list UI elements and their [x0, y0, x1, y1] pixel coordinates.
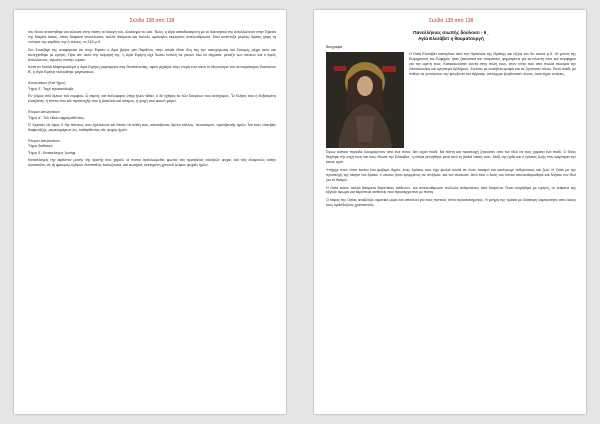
hymn-verse: Καταπλαγεὶς τὴν ἀφθονον μονὴν τῆς ἀρετῆς σου χαροῦ, οἱ πιστοὶ ἀγαλλιώμεθα, φωνὰς τὰς πρεσβείας εὐσεβῶν ψυχαί, καὶ τοῖς εἰλικρινῶς αὐτὴν προσιοῦσι, σὲ τῇ φρουρίῳ ἐχθρῶν δυσπαθῶς ἐκσώζουσα, καὶ σωτήρια, κεκτημένη χρυσοῦ λύτρον ψυχαῖς ἡμῶν.	[28, 158, 276, 168]
hymn-tone: Ἦχος α'. Τοῦ λίθου σφραγισθέντος.	[28, 115, 85, 120]
hymn-3	[28, 139, 276, 169]
hymn-verse: Ἦχος δ'. Καταπλαγεὶς Ἰωσὴφ.	[28, 151, 77, 156]
hymn-tone: Ἦχος Βαθύτητι	[28, 144, 53, 149]
hymn-heading: Απολυτίκιον (Κατ᾽ἦχον)	[28, 81, 66, 86]
right-page	[314, 10, 586, 414]
intro-paragraph-2: Στο Συναξάρι της αναφέρεται ότι στην Έφεσο η Αγία βρήκε μια Παρθένο, στην οποία έδινε όλη της την κατοχύρωση και δύναμη, μέχρι ότου και συνεχίσθηκε με ειρήνη. Πριν απ' αυτό την κοίμησή της, η Αγία Ειρήνη είχε δώσει εντολή να γίνουν όλα τα τάγματα, μεταξύ των οποίων και ο Ιερός Απολλώνιος, πρώτος πιστής ωραίο.	[28, 47, 276, 62]
bio-paragraph-3: Υπήρχε στον τόπο εκείνο ένα φοβερό θηρίο, ένας δράκος που είχε φωλιά κοντά σε έναν ποταμό και κατέτρωγε ανθρώπους και ζώα. Η Οσία με την προσευχή της νίκησε τον δράκο, ο οποίος ήταν κρυμμένος σε σπήλαιο, και τον σκότωσε. Από τότε ο λαός του τόπου απελευθερώθηκε και δόξασε τον Θεό για το θαύμα.	[326, 167, 576, 182]
saint-icon-illustration	[326, 52, 404, 148]
intro-paragraph-1: του Θεού αναστήθηκε και είλκυσε στην πίστη το διαυγή του, ολόκληρο το λαό. Τέλος, η Αγία καταδικασμένη με το διανοητικό της Απολλώνειον στην Έφεσο της Μικράς Ασίας, όπου διάφανα επενέλυσεις πολλά θαύματα και πολλές ομολογίες εκκλησίες απελευθέρωσε. Εκεί αναπτύξε μεγάλη δράση χάρη τη νεότητα της καρδιάς της ή τέλους, το 315 μ.Χ.	[28, 30, 276, 44]
intro-paragraph-3: Κατά τα δυτικά Μαρτυρολόγια η Αγία Ειρήνη μαρτύρησε στη Θεσσαλονίκη, αφού ρίχθηκε στην πυρά ενώ κατά το Μηνολόγιο του αυτοκράτορος Βασιλείου Β', η Αγία Ειρήνη τελειώθηκε μαρτυρικώς.	[28, 65, 276, 75]
hymn-tone: Ἦχος δ'. Ταχὺ προκατάλαβε.	[28, 87, 75, 92]
right-page-number: Σελίδα 138 από 138	[428, 18, 474, 24]
left-page	[14, 10, 286, 414]
left-page-number: Σελίδα 138 από 138	[129, 18, 175, 24]
hymn-2	[28, 110, 276, 133]
hymn-heading: Έτερον Απολυτίκιον	[28, 138, 60, 143]
bio-paragraph-2: Όμως κάποια περίοδο δοκιμάζονταν από ένα πόνο: δεν είχαν παιδί. Με πίστη και προσευχή ζητούσαν από τον Θεό να τους χαρίσει ένα παιδί. Ο Θεός δέχθηκε την ευχή τους και τους έδωσε την Ελισάβετ, η οποία γεννήθηκε μετά από τη βαθιά πίστη τους. Μαζί της ήρθε και ο τρόπος ζωής που αργότερα την έκανε αγία.	[326, 150, 576, 164]
hymn-heading: Έτερον Απολυτίκιον	[28, 109, 60, 114]
hymn-verse: Ἐν ζεῖμος σοῦ ἄμνου τοῦ νυμφίου, ὦ σεμνή, καὶ ἀνέλαμψας ὑπὲρ ἥλιον θεῖαν, ὁ δὲ ἐχθρὸς ἐκ τῶν δακρύων σου ἀνίσχυρος. Ὦ Κλῆσις σου ἡ δοξασμένη εὐσεβείας, ἡ πίστις σου καὶ προσευχῆς σου ἡ βασιλεία καὶ κόσμος, ἡ ψυχή σου αὐτοῦ χαίρει.	[28, 94, 276, 103]
title-line-1: Πανελλήνιος σιωπής δούλοισι - 6_	[413, 30, 489, 35]
bio-paragraph-4: Η Οσία έκανε πολλά θαύματα θεραπείας ασθενών, και απελευθέρωσε πολλούς ανθρώπους από δαιμόνια. Όταν κοιμήθηκε με ειρήνη, το λείψανό της έβγαζε άρωμα και θεράπευε ασθενείς που προσέρχονταν με πίστη.	[326, 185, 576, 195]
saint-title	[326, 30, 576, 41]
bio-paragraph-1: Η Οσία Ελισάβετ καταγόταν από την Ηράκλεια της Θράκης και έζησε τον 5ο αιώνα μ.Χ. Οι γονείς της Ευφημιανός και Ευφημία, ήταν ξακουστοί και ονομαστοί, φημισμένοι για τα πλούτη τους και περίφημοι για την αρετή τους. Κατακαλούσαν κοντά στην πόλη τους, στον τόπο που από πολλά σκουριά την Θεσσαλονίκη και αργότερα Αβδήρων. Ζούσαν με ευσέβεια κρυφά και σε ζητούσαν τέκνα. Πολύ παιδί, με πάθος να γεννήσουν την φιλοξενία του Αβραάμ, απλόχερα βοηθούσαν όλους, όσοι είχαν ανάγκη.	[409, 52, 576, 76]
saint-icon-image	[326, 52, 404, 148]
bio-paragraph-5: Ο τάφος της Οσίας αναβλύζει ιαματικό μύρο και αποτελεί για τους πιστούς τόπο προσκυνήματος. Η μνήμη της τιμάται με ιδιαίτερη λαμπρότητα από όλους τους ορθόδοξους χριστιανούς.	[326, 198, 576, 208]
hymn-1	[28, 81, 276, 104]
title-line-2: Αγία Ελισάβετ η θαυματουργή	[418, 35, 484, 41]
hymn-verse: Ὁ Χριστὸς εἰς ὑψος ὃ τῆς πίστεως σου ἐχάλκευσε καὶ ἔπεσε τὰ πάθη σου, κατασβέσας ὕμνου κάλλος, πλουτισμόν, πρεσβευτῆς ἡμῶν, ἵνα τοὺς εὐσεβεῖς διαφυλάξῃς, μεγαλομάρτυς ὡς, καθαρθέντας τὰς ψυχάς ἡμῶν.	[28, 122, 276, 132]
biography-label: Βιογραφία	[326, 45, 343, 50]
